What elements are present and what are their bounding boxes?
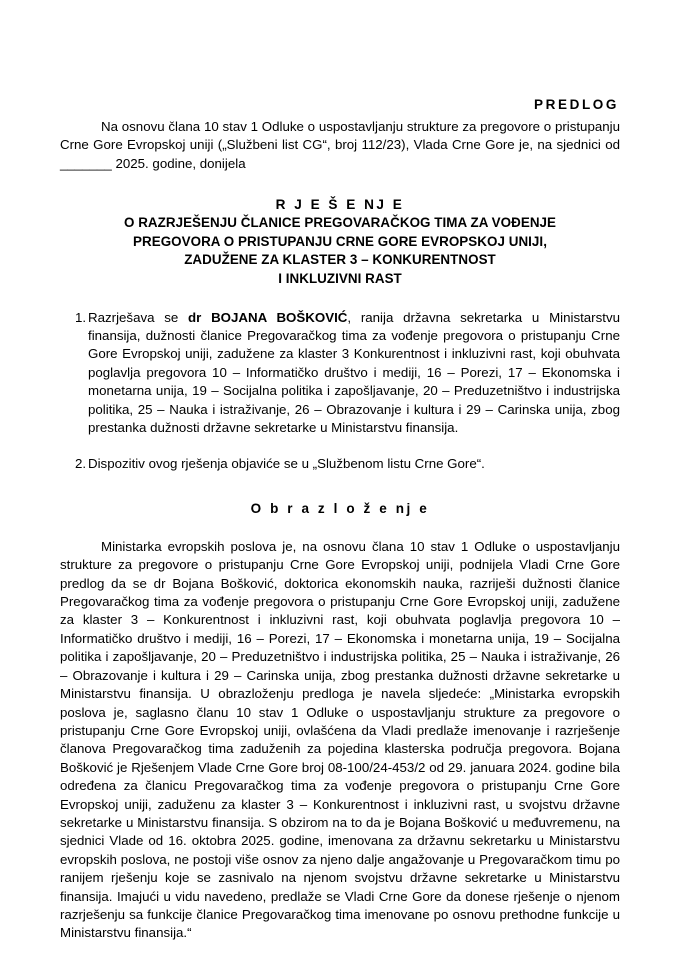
- list-item-text-after-bold: Dispozitiv ovog rješenja objaviće se u „Službenom listu Crne Gore“.: [88, 456, 485, 472]
- title-line-4: ZADUŽENE ZA KLASTER 3 – KONKURENTNOST: [184, 252, 496, 268]
- list-item-body: [88, 309, 620, 438]
- title-line-2: O RAZRJEŠENJU ČLANICE PREGOVARAČKOG TIMA ZA VOĐENJE: [123, 215, 557, 231]
- document-title-block: [60, 195, 620, 288]
- title-line-3: PREGOVORA O PRISTUPANJU CRNE GORE EVROPSKOJ UNIJI,: [133, 233, 547, 249]
- spacer-after-title: [60, 289, 620, 309]
- title-line-rjesenje: R J E Š E NJ E: [275, 197, 405, 213]
- spacer-between-items: [60, 437, 620, 455]
- list-item-number: 1.: [75, 309, 87, 325]
- explanation-heading: O b r a z l o ž e nj e: [250, 500, 430, 516]
- list-item-number: 2.: [75, 456, 87, 472]
- preamble-paragraph: Na osnovu člana 10 stav 1 Odluke o uspostavljanju strukture za pregovore o pristupanju Crne Gore Evropskoj uniji („Službeni list CG“, broj 112/23), Vlada Crne Gore je, na sjednici od _______ 2025. godine, donijela: [60, 119, 620, 171]
- spacer-before-title: [60, 173, 620, 195]
- list-item-bold-name: dr BOJANA BOŠKOVIĆ: [188, 309, 348, 325]
- list-item: [60, 309, 620, 438]
- list-item-body: [88, 455, 620, 473]
- list-item: [60, 455, 620, 473]
- top-margin-spacer: [60, 0, 620, 96]
- spacer-after-explanation-heading: [60, 518, 620, 538]
- list-item-text-after-bold: , ranija državna sekretarka u Ministarstvu finansija, dužnosti članice Pregovaračkog tima za vođenje pregovora o pristupanju Crne Gore Evropskoj uniji, zadužene za klaster 3 Konkurentnost i inkluzivni rast, koji obuhvata poglavlja pregovora 10 – Informatičko društvo i mediji, 16 – Porezi, 17 – Ekonomska i monetarna unija, 19 – Socijalna politika i zapošljavanje, 20 – Preduzetništvo i industrijska politika, 25 – Nauka i istraživanje, 26 – Obrazovanje i kultura i 29 – Carinska unija, zbog prestanka dužnosti državne sekretarke u Ministarstvu finansija.: [88, 309, 620, 436]
- explanation-paragraph: Ministarka evropskih poslova je, na osnovu člana 10 stav 1 Odluke o uspostavljanju strukture za pregovore o pristupanju Crne Gore Evropskoj uniji, podnijela Vladi Crne Gore predlog da se dr Bojana Bošković, doktorica ekonomskih nauka, razriješi dužnosti članice Pregovaračkog tima za vođenje pregovora o pristupanju Crne Gore Evropskoj uniji, zadužene za klaster 3 – Konkurentnost i inkluzivni rast, koji obuhvata poglavlja pregovora 10 – Informatičko društvo i mediji, 16 – Porezi, 17 – Ekonomska i monetarna unija, 19 – Socijalna politika i zapošljavanje, 20 – Preduzetništvo i industrijska politika, 25 – Nauka i istraživanje, 26 – Obrazovanje i kultura i 29 – Carinska unija, zbog prestanka dužnosti državne sekretarke u Ministarstvu finansija. U obrazloženju predloga je navela sljedeće: „Ministarka evropskih poslova je, saglasno članu 10 stav 1 Odluke o uspostavljanju strukture za pregovore o pristupanju Crne Gore Evropskoj uniji, ovlašćena da Vladi predlaže imenovanje i razrješenje članova Pregovaračkog tima zaduženih za pojedina klasterska područja pregovora. Bojana Bošković je Rješenjem Vlade Crne Gore broj 08-100/24-453/2 od 29. januara 2024. godine bila određena za članicu Pregovaračkog tima za vođenje pregovora o pristupanju Crne Gore Evropskoj uniji, zaduženu za klaster 3 – Konkurentnost i inkluzivni rast, u svojstvu državne sekretarke u Ministarstvu finansija. S obzirom na to da je Bojana Bošković u međuvremenu, na sjednici Vlade od 16. oktobra 2025. godine, imenovana za državnu sekretarku u Ministarstvu evropskih poslova, ne postoji više osnov za njeno dalje angažovanje u Pregovaračkom timu po ranijem rješenju koje se zasnivalo na njenom svojstvu državne sekretarke u Ministarstvu finansija. Imajući u vidu navedeno, predlaže se Vladi Crne Gore da donese rješenje o njenom razrješenju sa funkcije članice Pregovaračkog tima imenovane po osnovu prethodne funkcije u Ministarstvu finansija.“: [60, 538, 620, 941]
- list-item-text-before-bold: Razrješava se: [88, 309, 189, 325]
- title-line-5: I INKLUZIVNI RAST: [278, 271, 402, 286]
- document-header-label: PREDLOG: [534, 97, 619, 112]
- spacer-before-explanation-heading: [60, 474, 620, 500]
